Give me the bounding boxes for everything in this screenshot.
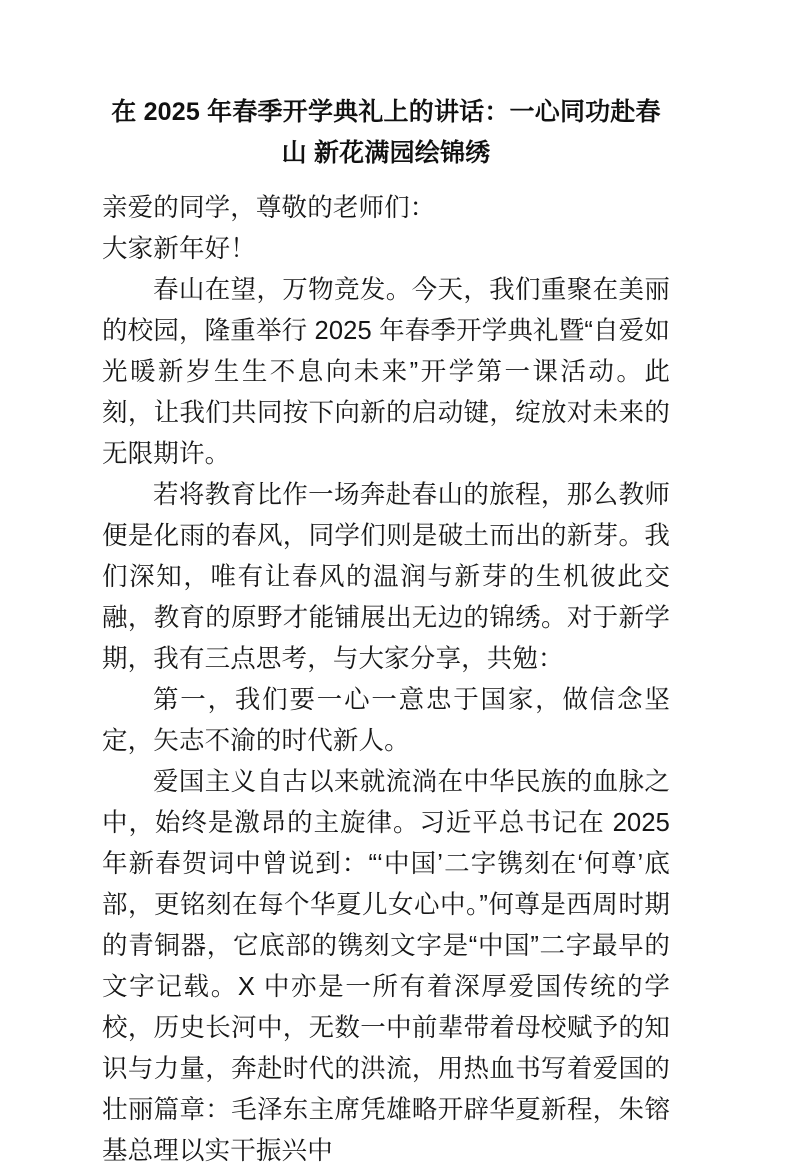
document-body <box>102 92 670 1172</box>
paragraph-opening: 春山在望，万物竞发。今天，我们重聚在美丽的校园，隆重举行 2025 年春季开学典礼暨“自爱如光暖新岁生生不息向未来”开学第一课活动。此刻，让我们共同按下向新的启动键，绽放对未来的无限期许。 <box>102 276 670 468</box>
document-title: 在 2025 年春季开学典礼上的讲话：一心同功赴春山 新花满园绘锦绣 <box>111 98 661 167</box>
paragraph-patriotism: 爱国主义自古以来就流淌在中华民族的血脉之中，始终是激昂的主旋律。习近平总书记在 2025 年新春贺词中曾说到：“‘中国’二字镌刻在‘何尊’底部，更铭刻在每个华夏儿女心中。”何尊是西周时期的青铜器，它底部的镌刻文字是“中国”二字最早的文字记载。X 中亦是一所有着深厚爱国传统的学校，历史长河中，无数一中前辈带着母校赋予的知识与力量，奔赴时代的洪流，用热血书写着爱国的壮丽篇章：毛泽东主席凭雄略开辟华夏新程，朱镕基总理以实干振兴中 <box>102 768 670 1165</box>
paragraph-greeting: 大家新年好！ <box>102 235 256 263</box>
paragraph-salutation: 亲爱的同学，尊敬的老师们： <box>102 194 436 222</box>
paragraph-metaphor: 若将教育比作一场奔赴春山的旅程，那么教师便是化雨的春风，同学们则是破土而出的新芽。我们深知，唯有让春风的温润与新芽的生机彼此交融，教育的原野才能铺展出无边的锦绣。对于新学期，我有三点思考，与大家分享，共勉： <box>102 481 670 673</box>
paragraph-point-one: 第一，我们要一心一意忠于国家，做信念坚定，矢志不渝的时代新人。 <box>102 686 670 755</box>
